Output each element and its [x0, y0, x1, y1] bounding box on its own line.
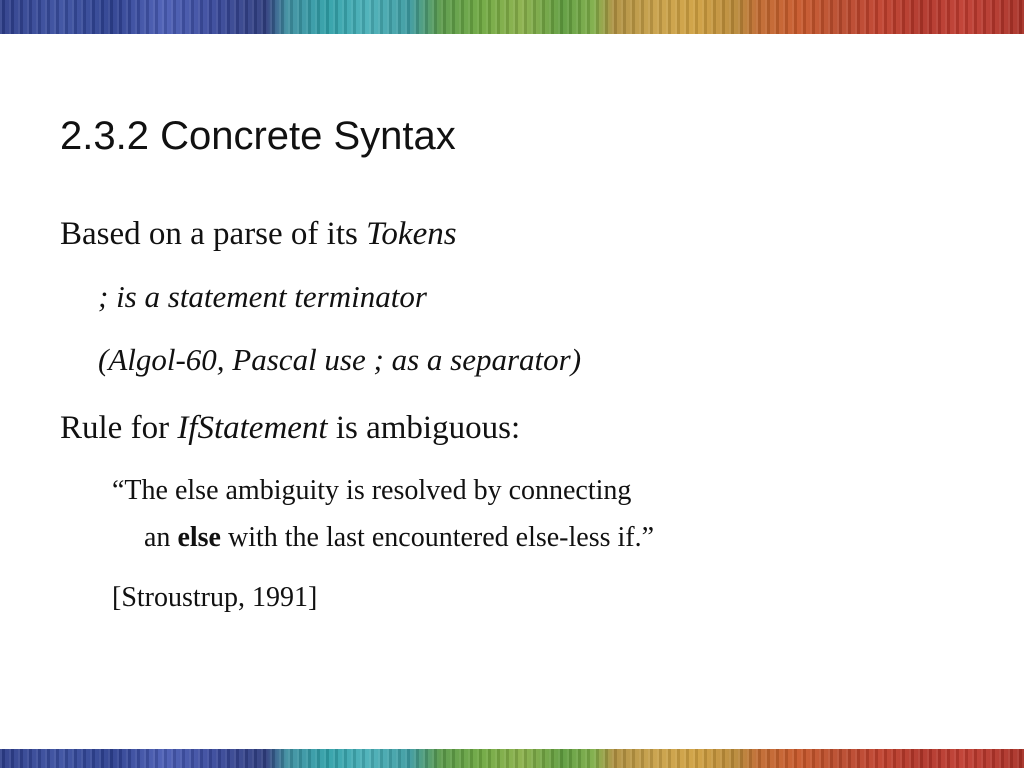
else-keyword: else — [177, 522, 221, 553]
bullet-ifstatement-after: is ambiguous: — [327, 410, 521, 446]
bullet-tokens — [60, 216, 457, 253]
ifstatement-term: IfStatement — [177, 410, 328, 446]
tokens-term: Tokens — [366, 216, 457, 252]
citation: [Stroustrup, 1991] — [112, 582, 318, 613]
quote-line-1: “The else ambiguity is resolved by connecting — [112, 475, 632, 506]
bullet-ifstatement — [60, 410, 520, 447]
quote-line-2 — [144, 522, 654, 554]
bullet-ifstatement-before: Rule for — [60, 410, 178, 446]
bottom-color-stripe — [0, 749, 1024, 768]
quote-line-2-before: an — [144, 522, 178, 553]
bullet-tokens-text: Based on a parse of its — [60, 216, 367, 252]
quote-line-2-after: with the last encountered else-less if.” — [220, 522, 655, 553]
slide-title: 2.3.2 Concrete Syntax — [60, 114, 456, 158]
sub-bullet-separator: (Algol-60, Pascal use ; as a separator) — [98, 342, 582, 377]
sub-bullet-terminator: ; is a statement terminator — [98, 279, 427, 314]
top-color-stripe — [0, 0, 1024, 34]
